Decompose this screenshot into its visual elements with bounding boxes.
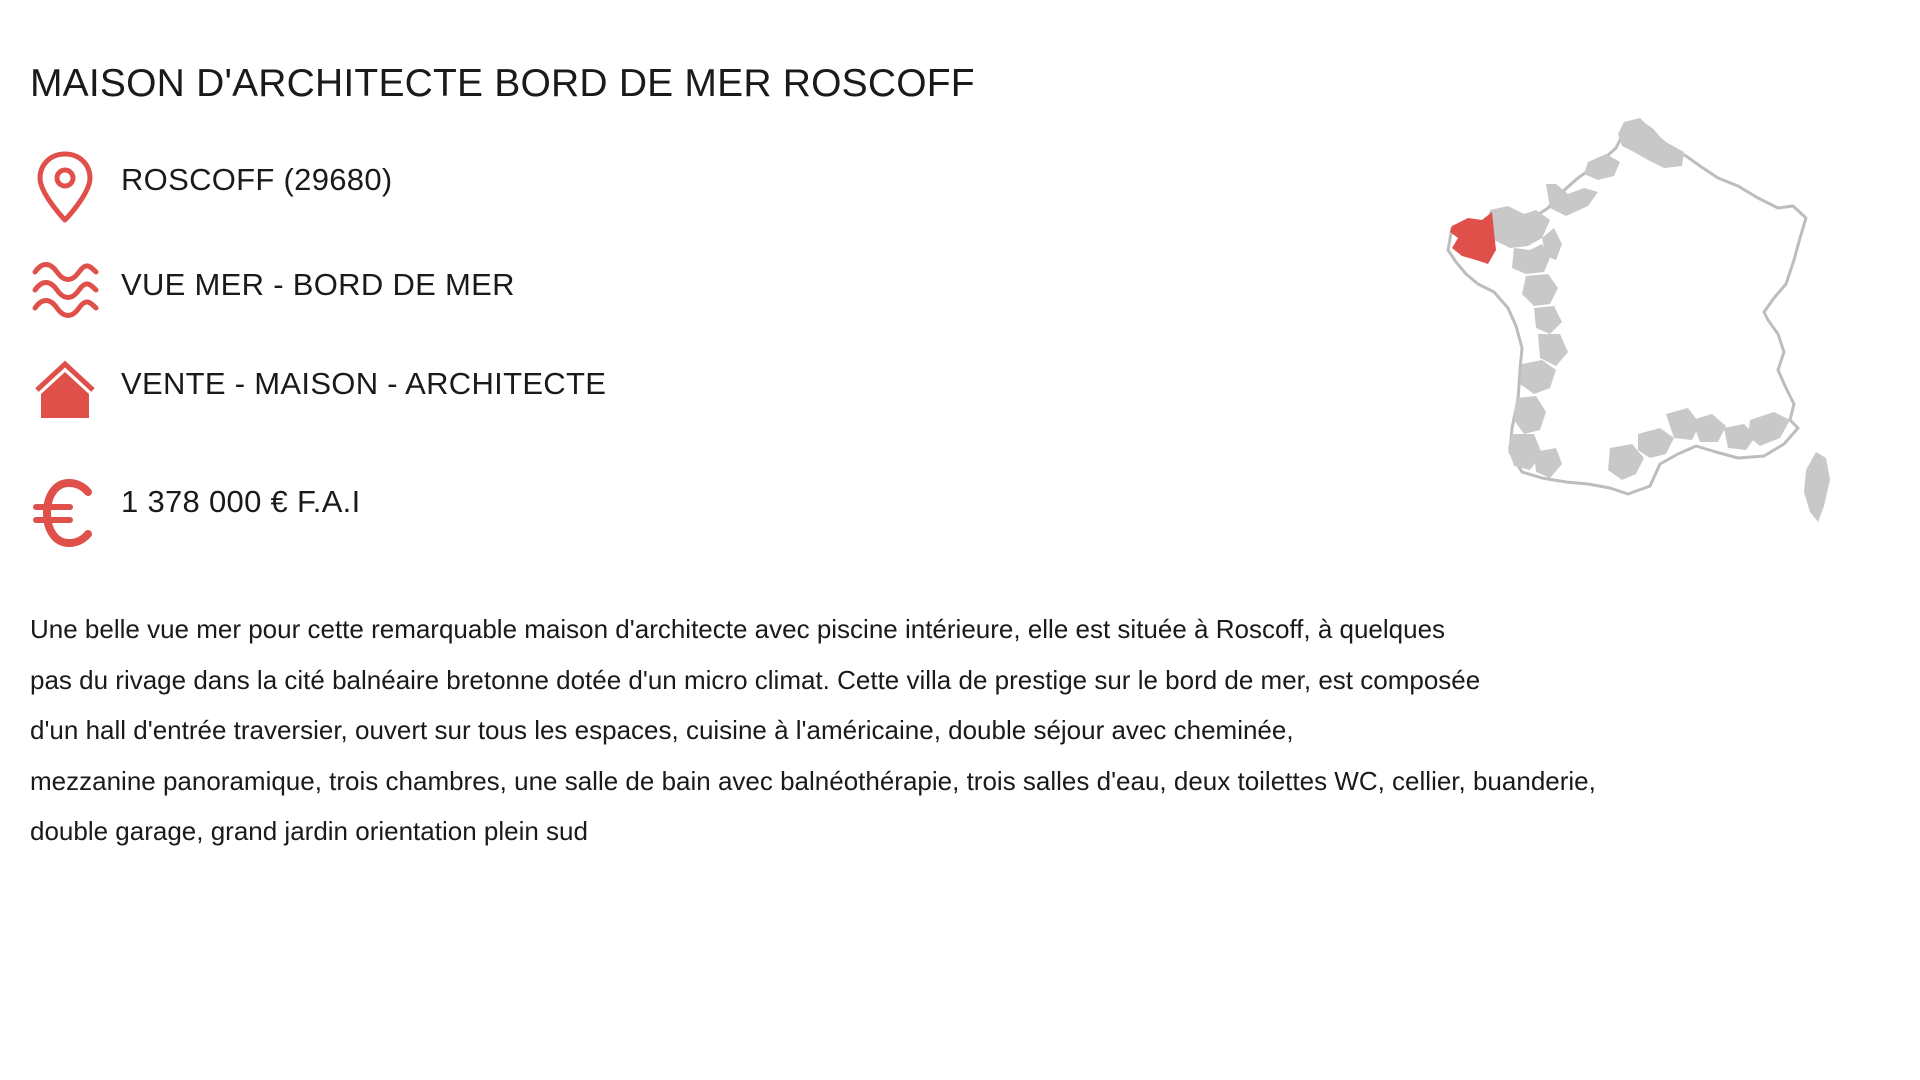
waves-icon [30, 258, 100, 338]
feature-location [30, 148, 930, 228]
feature-type [30, 356, 930, 436]
type-label: VENTE - MAISON - ARCHITECTE [121, 366, 607, 401]
listing-description [30, 604, 1730, 857]
euro-icon [30, 478, 100, 558]
location-label: ROSCOFF (29680) [121, 162, 393, 197]
view-label: VUE MER - BORD DE MER [121, 267, 515, 302]
france-map-icon [1438, 108, 1838, 528]
description-line: pas du rivage dans la cité balnéaire bretonne dotée d'un micro climat. Cette villa de prestige sur le bord de mer, est composée [30, 664, 1481, 695]
description-line: mezzanine panoramique, trois chambres, une salle de bain avec balnéothérapie, trois salles d'eau, deux toilettes WC, cellier, buanderie, [30, 765, 1596, 796]
description-line: double garage, grand jardin orientation plein sud [30, 816, 588, 846]
map-pin-icon [30, 148, 100, 228]
page-title: MAISON D'ARCHITECTE BORD DE MER ROSCOFF [30, 62, 975, 105]
feature-view [30, 258, 930, 338]
house-icon [30, 356, 100, 436]
price-label: 1 378 000 € F.A.I [121, 484, 361, 519]
description-line: d'un hall d'entrée traversier, ouvert sur tous les espaces, cuisine à l'américaine, double séjour avec cheminée, [30, 715, 1294, 745]
description-line: Une belle vue mer pour cette remarquable maison d'architecte avec piscine intérieure, elle est située à Roscoff, à quelques [30, 614, 1446, 644]
feature-price [30, 478, 930, 558]
